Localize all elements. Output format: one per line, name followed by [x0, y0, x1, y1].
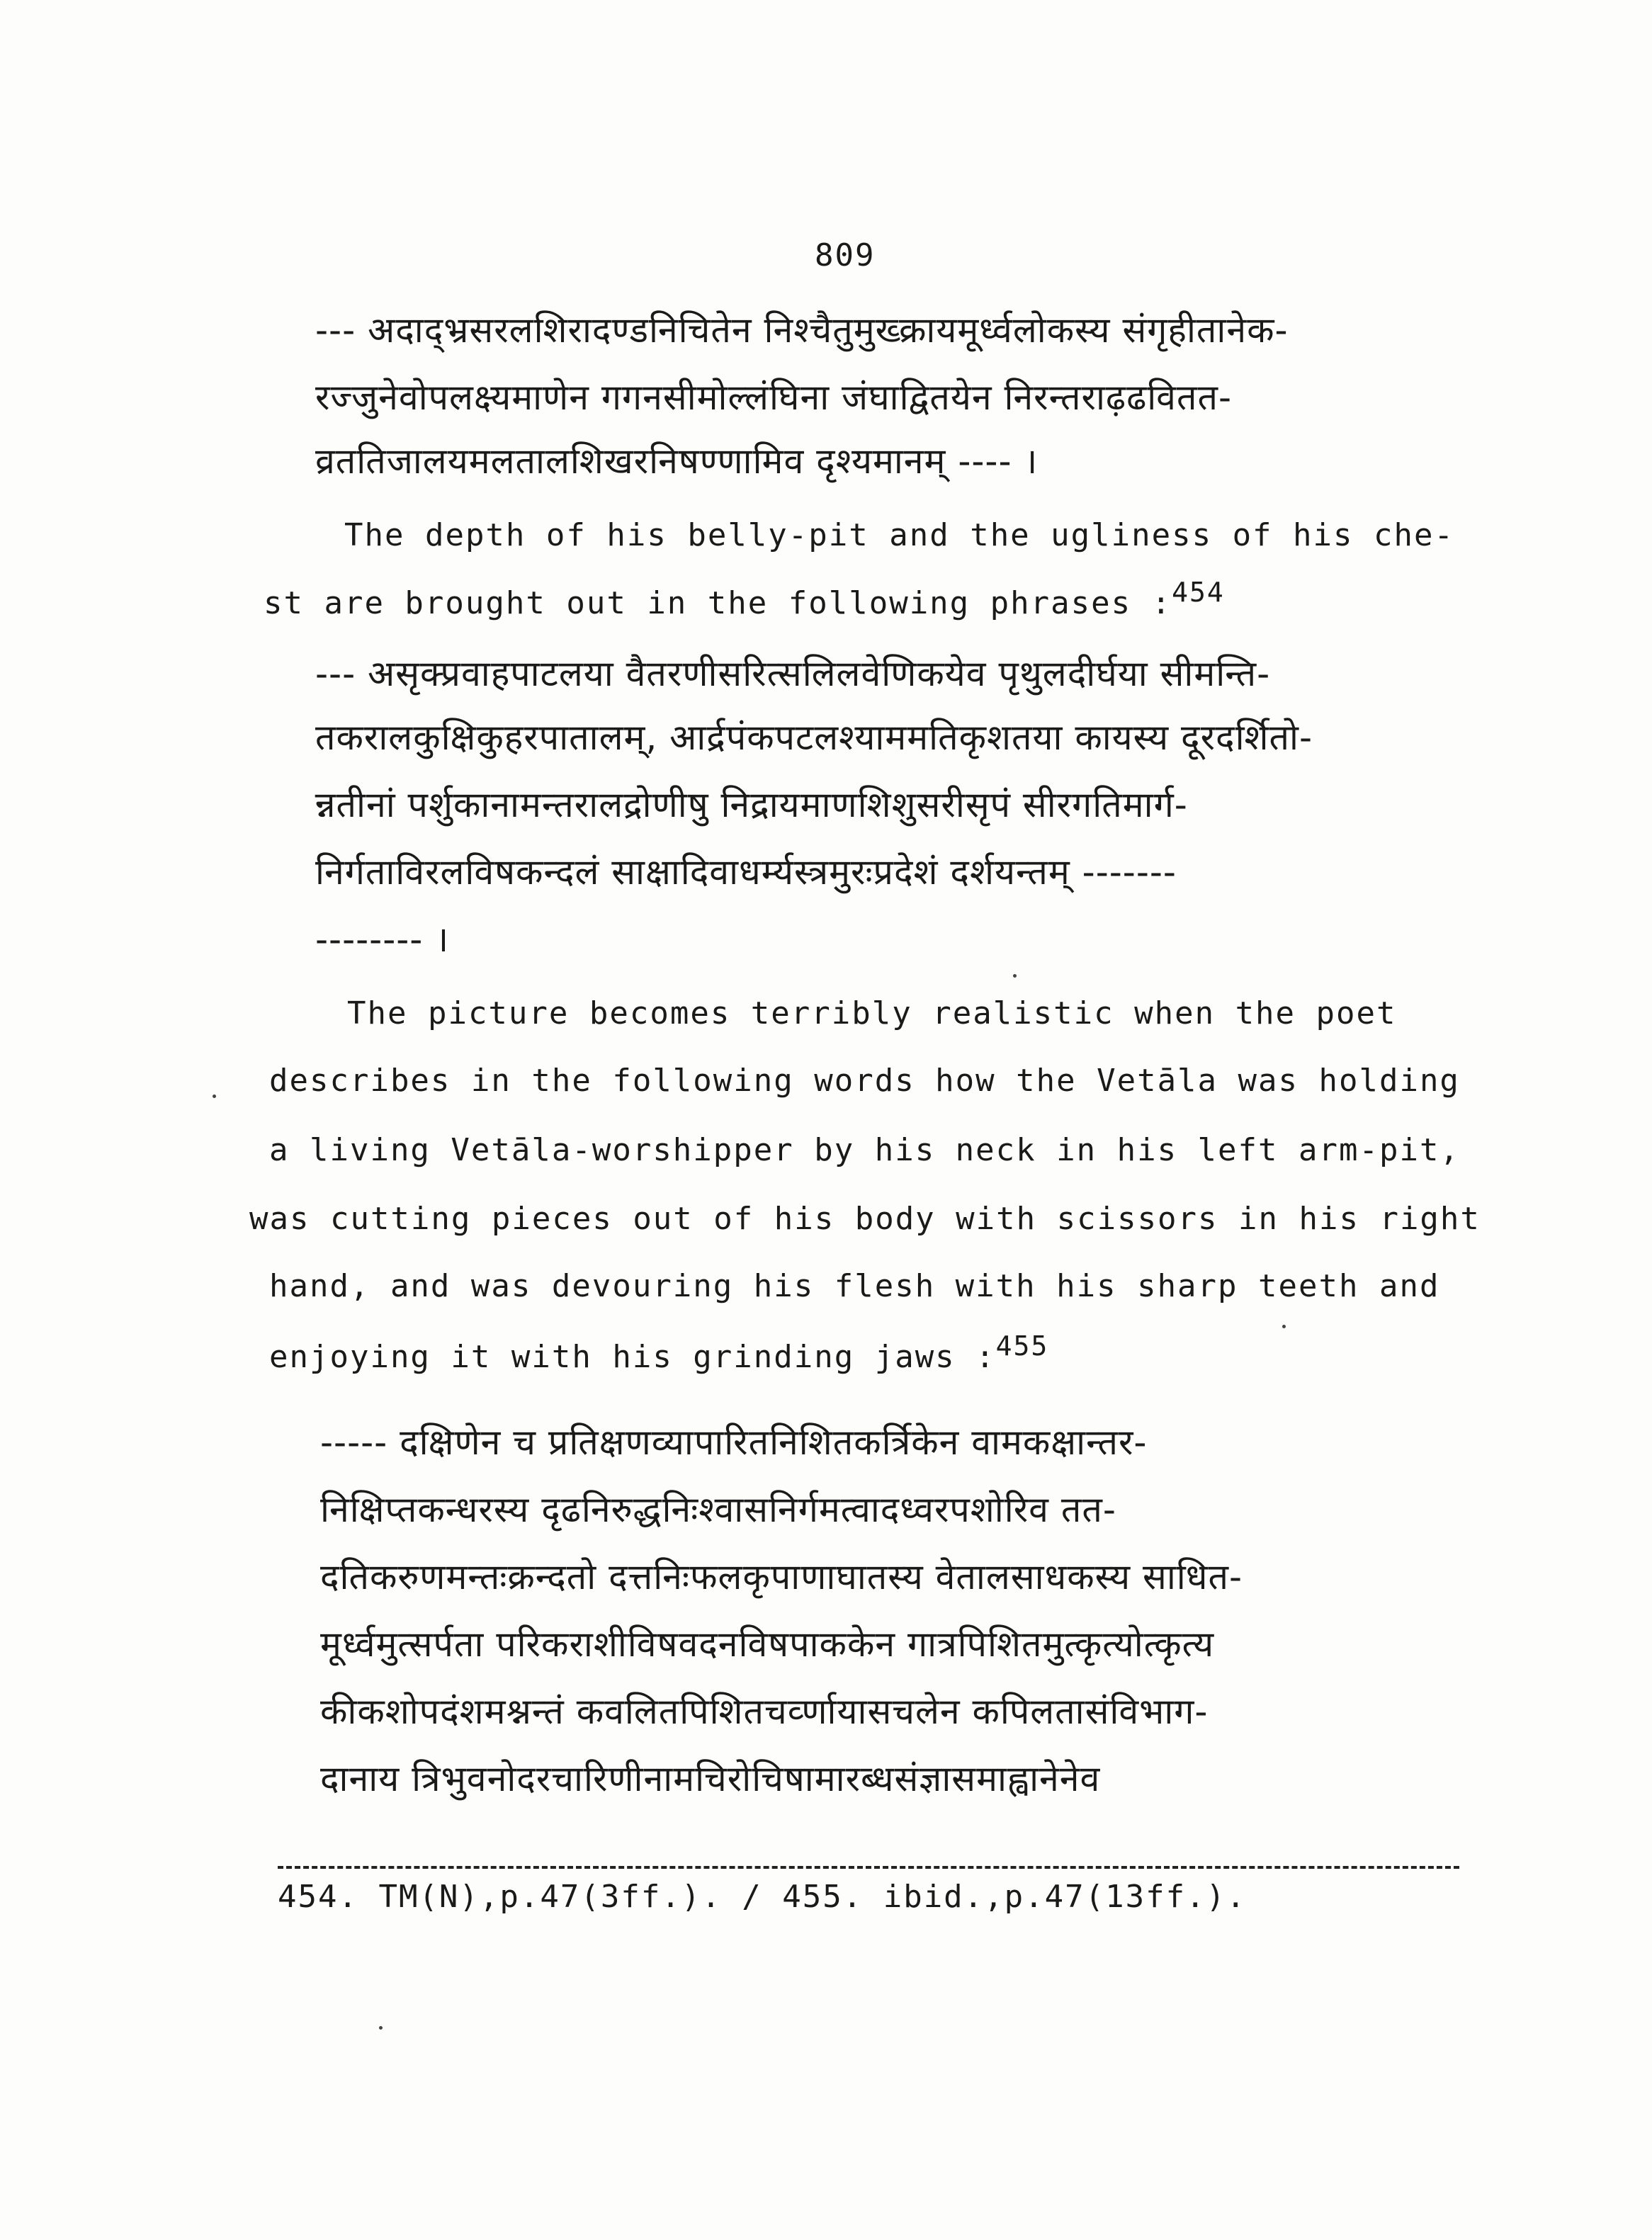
- scan-speck: [213, 1094, 216, 1098]
- sanskrit-quote-3-line-6: दानाय त्रिभुवनोदरचारिणीनामचिरोचिषामारब्धसंज्ञासमाह्वानेनेव: [320, 1758, 1101, 1799]
- paragraph-2-line-3: a living Vetāla-worshipper by his neck in his left arm-pit,: [269, 1132, 1460, 1168]
- sanskrit-quote-3-line-1: ----- दक्षिणेन च प्रतिक्षणव्यापारितनिशितकर्त्रिकेन वामकक्षान्तर-: [320, 1422, 1148, 1463]
- paragraph-1-line-2-text: st are brought out in the following phrases :: [264, 585, 1172, 621]
- paragraph-1-line-2: [264, 577, 1225, 621]
- sanskrit-quote-1-line-3: व्रततिजालयमलतालशिखरनिषण्णामिव दृश्यमानम् ---- ।: [315, 441, 1039, 482]
- sanskrit-quote-2-line-5: -------- ।: [315, 919, 450, 960]
- sanskrit-quote-3-line-5: कीकशोपदंशमश्नन्तं कवलितपिशितचर्व्णायासचलेन कपिलतासंविभाग-: [320, 1691, 1209, 1732]
- paragraph-2-line-6: [269, 1330, 1049, 1375]
- paragraph-1-line-1: The depth of his belly-pit and the ugliness of his che-: [344, 517, 1454, 553]
- footnote-ref-455: 455: [995, 1330, 1049, 1362]
- paragraph-2-line-5: hand, and was devouring his flesh with his sharp teeth and: [269, 1268, 1440, 1304]
- sanskrit-quote-1-line-1: --- अदाद्भ्रसरलशिरादण्डनिचितेन निश्चैतुमुख्क्रायमूर्ध्वलोकस्य संगृहीतानेक-: [315, 310, 1289, 351]
- sanskrit-quote-3-line-2: निक्षिप्तकन्धरस्य दृढनिरुद्धनिःश्वासनिर्गमत्वादध्वरपशोरिव तत-: [320, 1489, 1116, 1530]
- scan-speck: [1282, 1325, 1286, 1328]
- footnote-separator-rule: [278, 1866, 1459, 1869]
- paragraph-2-line-1: The picture becomes terribly realistic when the poet: [347, 995, 1397, 1031]
- page-number: 809: [815, 237, 876, 273]
- paragraph-2-line-6-text: enjoying it with his grinding jaws :: [269, 1339, 996, 1375]
- sanskrit-quote-1-line-2: रज्जुनेवोपलक्ष्यमाणेन गगनसीमोल्लंघिना जंघाद्वितयेन निरन्तराढ़ढवितत-: [315, 377, 1233, 418]
- paragraph-2-line-4: was cutting pieces out of his body with scissors in his right: [249, 1201, 1481, 1237]
- sanskrit-quote-3-line-4: मूर्ध्वमुत्सर्पता परिकराशीविषवदनविषपाककेन गात्रपिशितमुत्कृत्योत्कृत्य: [320, 1624, 1215, 1665]
- sanskrit-quote-2-line-2: तकरालकुक्षिकुहरपातालम्, आर्द्रपंकपटलश्याममतिकृशतया कायस्य दूरदर्शितो-: [315, 717, 1313, 758]
- paragraph-2-line-2: describes in the following words how the Vetāla was holding: [269, 1063, 1460, 1099]
- sanskrit-quote-2-line-1: --- असृक्प्रवाहपाटलया वैतरणीसरित्सलिलवेणिकयेव पृथुलदीर्घया सीमन्ति-: [315, 653, 1271, 694]
- scan-speck: [1013, 974, 1017, 978]
- footnotes: 454. TM(N),p.47(3ff.). / 455. ibid.,p.47(13ff.).: [278, 1879, 1247, 1915]
- scan-speck: [379, 2026, 383, 2030]
- sanskrit-quote-2-line-4: निर्गताविरलविषकन्दलं साक्षादिवाधर्म्यस्त्रमुरःप्रदेशं दर्शयन्तम् -------: [315, 852, 1177, 893]
- sanskrit-quote-2-line-3: न्नतीनां पर्शुकानामन्तरालद्रोणीषु निद्रायमाणशिशुसरीसृपं सीरगतिमार्ग-: [315, 784, 1188, 825]
- footnote-ref-454: 454: [1172, 577, 1225, 608]
- sanskrit-quote-3-line-3: दतिकरुणमन्तःक्रन्दतो दत्तनिःफलकृपाणाघातस्य वेतालसाधकस्य साधित-: [320, 1556, 1243, 1597]
